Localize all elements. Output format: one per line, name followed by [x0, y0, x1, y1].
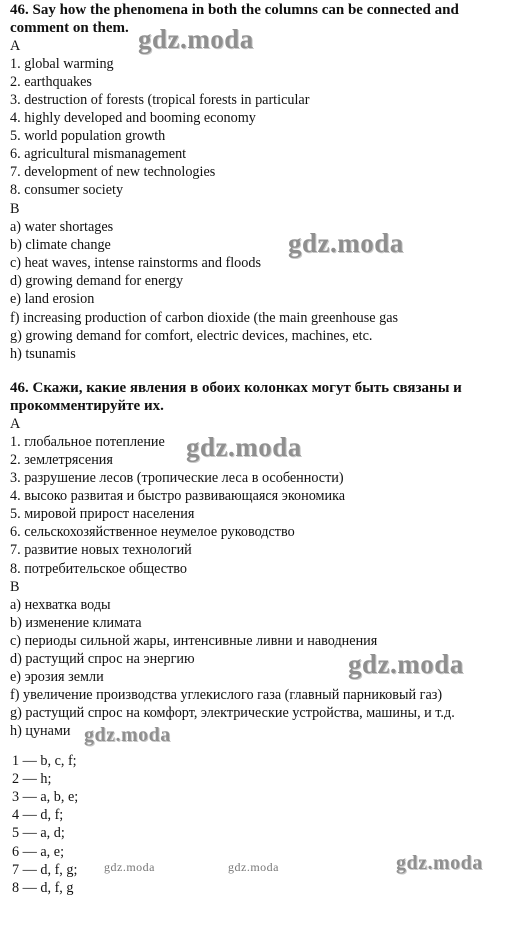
exercise-heading-ru-cont: прокомментируйте их.: [10, 398, 164, 414]
list-item: b) climate change: [10, 237, 111, 253]
list-item: h) цунами: [10, 723, 71, 739]
list-item: 7. development of new technologies: [10, 164, 216, 180]
answer-line: 1 — b, c, f;: [12, 753, 77, 769]
watermark: gdz.moda: [84, 724, 171, 746]
list-item: 6. сельскохозяйственное неумелое руководство: [10, 524, 295, 540]
watermark: gdz.moda: [138, 24, 254, 54]
exercise-heading-en: 46. Say how the phenomena in both the columns can be connected and: [10, 2, 459, 18]
list-item: 6. agricultural mismanagement: [10, 146, 187, 162]
list-item: 3. destruction of forests (tropical forests in particular: [10, 92, 310, 108]
watermark: gdz.moda: [288, 228, 404, 258]
column-b-label-en: B: [10, 201, 20, 217]
answer-line: 2 — h;: [12, 771, 52, 787]
list-item: 2. earthquakes: [10, 74, 92, 90]
list-item: f) увеличение производства углекислого газа (главный парниковый газ): [10, 687, 443, 703]
list-item: c) heat waves, intense rainstorms and floods: [10, 255, 261, 271]
list-item: e) эрозия земли: [10, 669, 104, 685]
answer-line: 6 — a, e;: [12, 844, 65, 860]
answer-line: 4 — d, f;: [12, 807, 64, 823]
answer-line: 5 — a, d;: [12, 825, 65, 841]
answer-line: 7 — d, f, g;: [12, 862, 78, 878]
list-item: 5. world population growth: [10, 128, 166, 144]
list-item: 4. highly developed and booming economy: [10, 110, 256, 126]
watermark: gdz.moda: [228, 860, 279, 874]
watermark: gdz.moda: [348, 649, 464, 679]
exercise-heading-en-cont: comment on them.: [10, 20, 129, 36]
answer-line: 8 — d, f, g: [12, 880, 74, 896]
column-b-label-ru: B: [10, 579, 20, 595]
answer-line: 3 — a, b, e;: [12, 789, 79, 805]
list-item: 3. разрушение лесов (тропические леса в особенности): [10, 470, 344, 486]
list-item: a) нехватка воды: [10, 597, 111, 613]
watermark: gdz.moda: [396, 852, 483, 874]
column-a-label-ru: A: [10, 416, 21, 432]
list-item: f) increasing production of carbon dioxide (the main greenhouse gas: [10, 310, 399, 326]
list-item: g) растущий спрос на комфорт, электрические устройства, машины, и т.д.: [10, 705, 455, 721]
list-item: a) water shortages: [10, 219, 114, 235]
list-item: 4. высоко развитая и быстро развивающаяся экономика: [10, 488, 346, 504]
column-a-label-en: A: [10, 38, 21, 54]
list-item: e) land erosion: [10, 291, 95, 307]
list-item: 7. развитие новых технологий: [10, 542, 192, 558]
list-item: g) growing demand for comfort, electric devices, machines, etc.: [10, 328, 373, 344]
list-item: 8. потребительское общество: [10, 561, 187, 577]
exercise-heading-ru: 46. Скажи, какие явления в обоих колонках могут быть связаны и: [10, 380, 462, 396]
list-item: 8. consumer society: [10, 182, 124, 198]
watermark: gdz.moda: [104, 860, 155, 874]
list-item: d) growing demand for energy: [10, 273, 184, 289]
list-item: h) tsunamis: [10, 346, 76, 362]
list-item: 5. мировой прирост населения: [10, 506, 195, 522]
list-item: c) периоды сильной жары, интенсивные ливни и наводнения: [10, 633, 378, 649]
list-item: 2. землетрясения: [10, 452, 113, 468]
list-item: b) изменение климата: [10, 615, 142, 631]
list-item: 1. глобальное потепление: [10, 434, 165, 450]
watermark: gdz.moda: [186, 432, 302, 462]
list-item: 1. global warming: [10, 56, 114, 72]
list-item: d) растущий спрос на энергию: [10, 651, 195, 667]
